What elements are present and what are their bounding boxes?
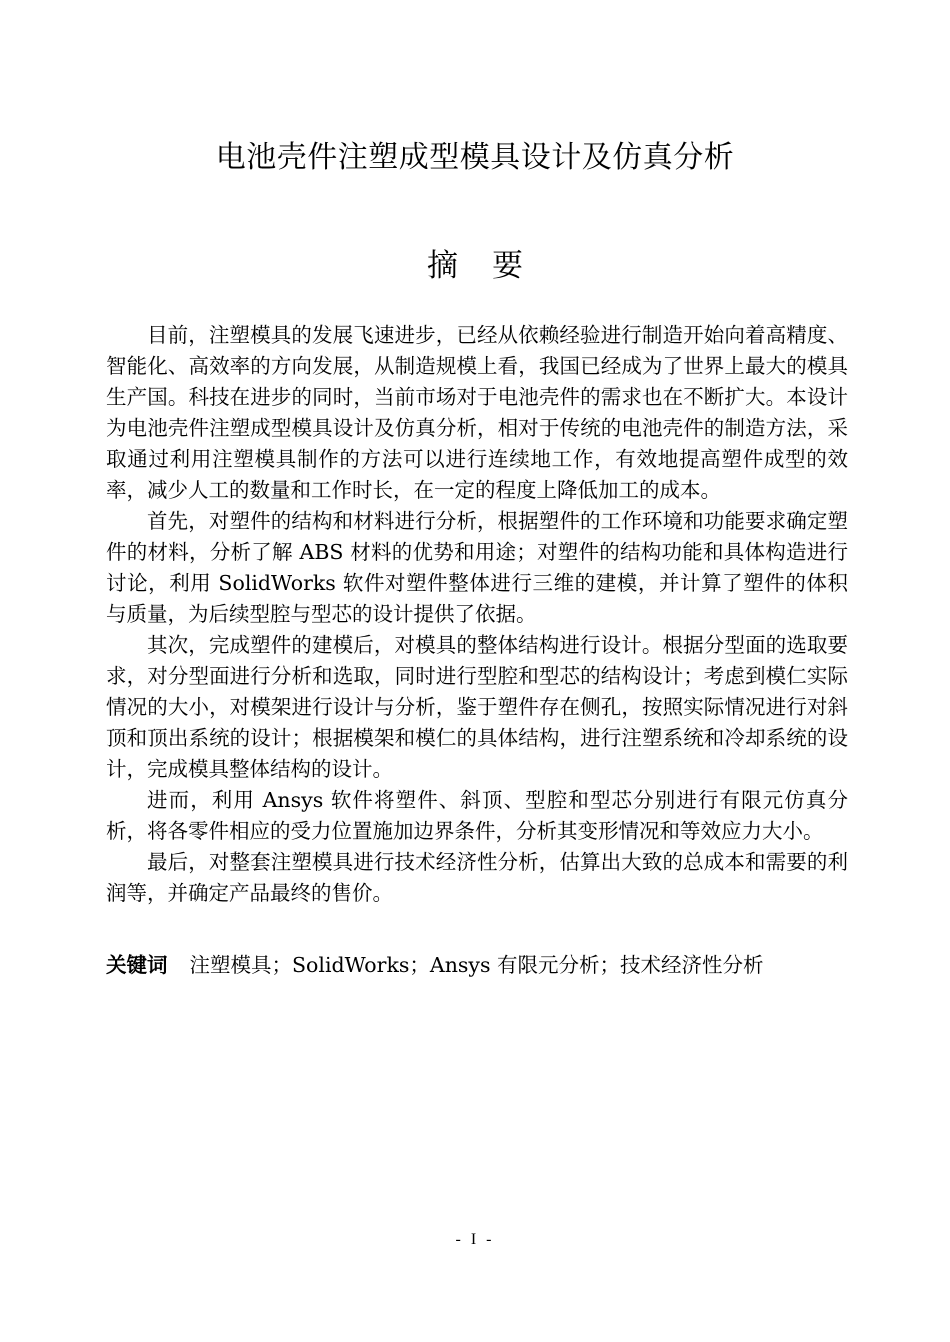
abstract-paragraph-4: 进而，利用 Ansys 软件将塑件、斜顶、型腔和型芯分别进行有限元仿真分析，将各零件相应的受力位置施加边界条件，分析其变形情况和等效应力大小。: [106, 788, 848, 843]
keywords-text: 注塑模具；SolidWorks；Ansys 有限元分析；技术经济性分析: [189, 953, 764, 977]
keywords-label: 关键词: [106, 953, 168, 977]
abstract-body: [106, 320, 848, 909]
page-number: - I -: [455, 1231, 495, 1248]
abstract-heading: 摘要: [427, 248, 557, 284]
abstract-paragraph-5: 最后，对整套注塑模具进行技术经济性分析，估算出大致的总成本和需要的利润等，并确定产品最终的售价。: [106, 850, 848, 905]
abstract-paragraph-3: 其次，完成塑件的建模后，对模具的整体结构进行设计。根据分型面的选取要求，对分型面进行分析和选取，同时进行型腔和型芯的结构设计；考虑到模仁实际情况的大小，对模架进行设计与分析，鉴于塑件存在侧孔，按照实际情况进行对斜顶和顶出系统的设计；根据模架和模仁的具体结构，进行注塑系统和冷却系统的设计，完成模具整体结构的设计。: [106, 633, 848, 781]
document-title: 电池壳件注塑成型模具设计及仿真分析: [215, 140, 735, 175]
keywords-line: [106, 950, 848, 981]
abstract-paragraph-2: 首先，对塑件的结构和材料进行分析，根据塑件的工作环境和功能要求确定塑件的材料，分析了解 ABS 材料的优势和用途；对塑件的结构功能和具体构造进行讨论，利用 SolidWorks 软件对塑件整体进行三维的建模，并计算了塑件的体积与质量，为后续型腔与型芯的设计提供了依据。: [106, 509, 848, 626]
abstract-paragraph-1: 目前，注塑模具的发展飞速进步，已经从依赖经验进行制造开始向着高精度、智能化、高效率的方向发展，从制造规模上看，我国已经成为了世界上最大的模具生产国。科技在进步的同时，当前市场对于电池壳件的需求也在不断扩大。本设计为电池壳件注塑成型模具设计及仿真分析，相对于传统的电池壳件的制造方法，采取通过利用注塑模具制作的方法可以进行连续地工作，有效地提高塑件成型的效率，减少人工的数量和工作时长，在一定的程度上降低加工的成本。: [106, 323, 848, 502]
